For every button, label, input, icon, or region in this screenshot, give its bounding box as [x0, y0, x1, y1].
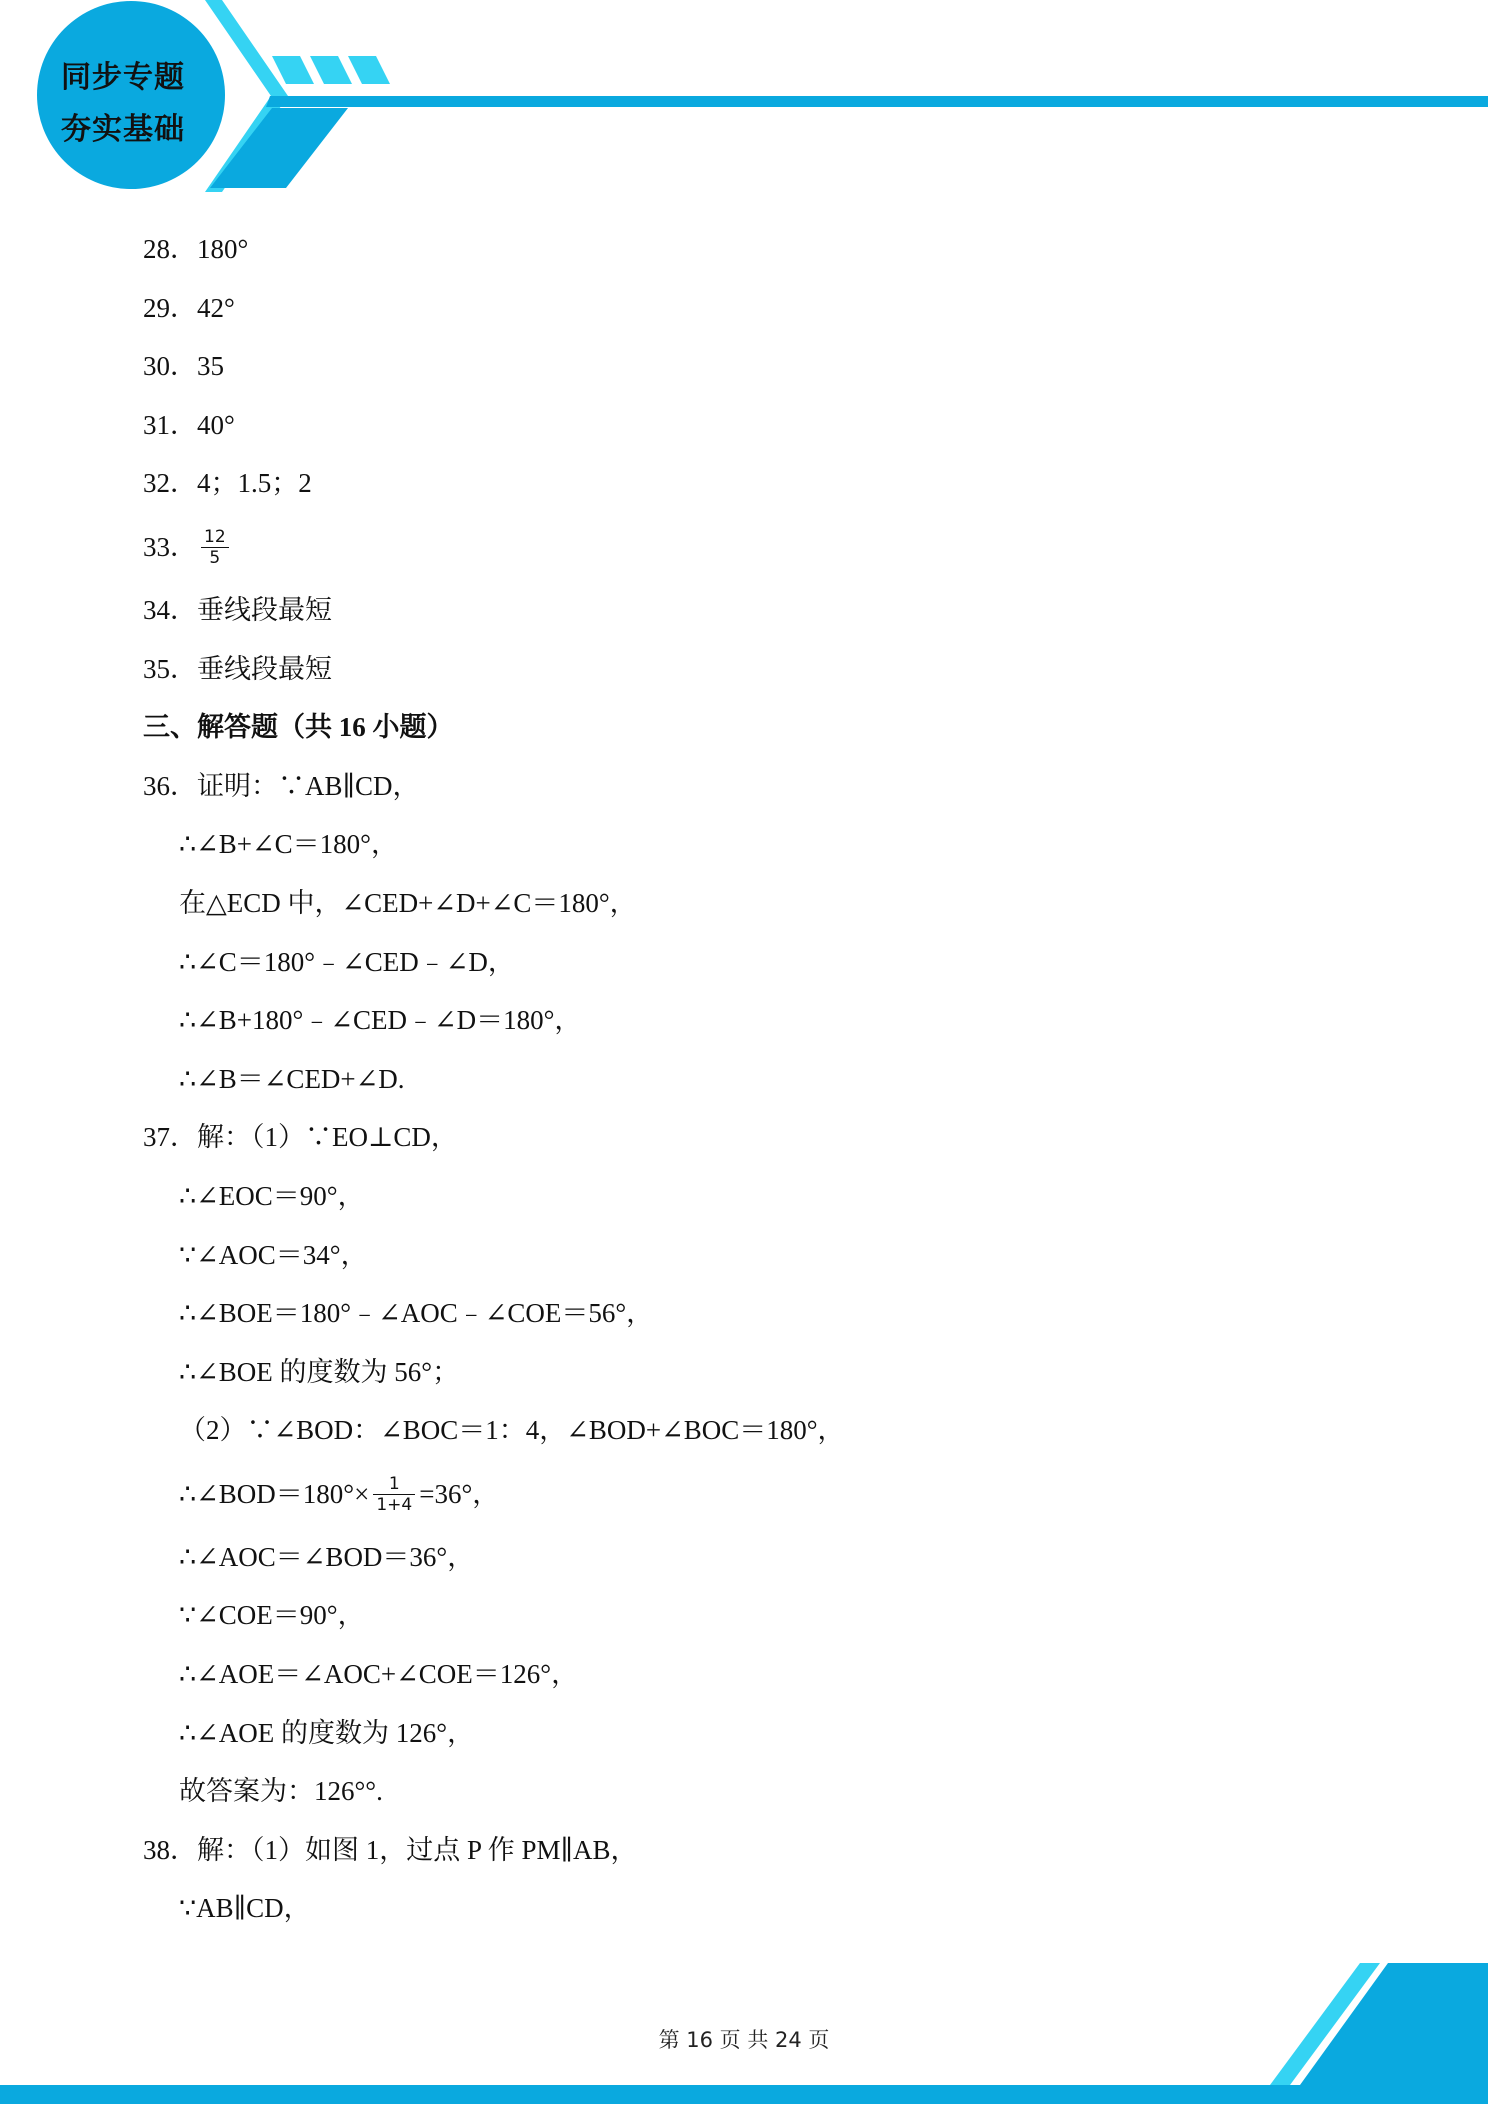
fraction: $\frac{12}{5}$ — [201, 527, 229, 568]
fraction: $\frac{1}{1+4}$ — [373, 1474, 415, 1515]
header-rule — [266, 96, 1488, 107]
answer-30: 30．35 — [143, 351, 224, 382]
answer-35: 35．垂线段最短 — [143, 653, 332, 684]
answer-32: 32．4；1.5；2 — [143, 468, 312, 499]
answer-31: 31．40° — [143, 409, 235, 440]
answer-29: 29．42° — [143, 292, 235, 323]
q37-line-8: ∴∠AOC＝∠BOD＝36°， — [179, 1541, 475, 1572]
answer-33: 33． $\frac{12}{5}$ — [143, 513, 1393, 581]
q38-line-2: ∵AB∥CD， — [179, 1893, 311, 1924]
answer-content — [143, 220, 1393, 1938]
q37-line-7: ∴∠BOD＝180°× $\frac{1}{1+4}$ =36°， — [179, 1474, 500, 1516]
section-title: 三、解答题（共 16 小题） — [143, 712, 454, 743]
q37-line-6: （2）∵∠BOD：∠BOC＝1：4，∠BOD+∠BOC＝180°， — [179, 1415, 845, 1446]
q36-line-4: ∴∠C＝180°﹣∠CED﹣∠D， — [179, 946, 515, 977]
badge-line-1: 同步专题 — [61, 60, 185, 95]
q37-line-9: ∵∠COE＝90°， — [179, 1600, 365, 1631]
answer-34: 34．垂线段最短 — [143, 594, 332, 625]
footer-banner — [0, 1955, 1488, 2104]
q37-line-5: ∴∠BOE 的度数为 56°； — [179, 1356, 460, 1387]
header-slant-block — [210, 108, 348, 188]
answer-28: 28．180° — [143, 234, 249, 264]
q37-line-2: ∴∠EOC＝90°， — [179, 1180, 365, 1211]
q36-line-3: 在△ECD 中，∠CED+∠D+∠C＝180°， — [179, 887, 637, 918]
q37-line-1: 37．解：（1）∵EO⊥CD， — [143, 1122, 458, 1153]
q37-line-3: ∵∠AOC＝34°， — [179, 1239, 368, 1270]
q37-line-11: ∴∠AOE 的度数为 126°， — [179, 1717, 475, 1748]
q37-line-12: 故答案为：126°°. — [179, 1776, 383, 1807]
q36-line-1: 36．证明：∵AB∥CD， — [143, 770, 420, 801]
page-number: 第 16 页 共 24 页 — [658, 2028, 830, 2052]
q38-line-1: 38．解：（1）如图 1，过点 P 作 PM∥AB， — [143, 1834, 638, 1865]
q36-line-5: ∴∠B+180°﹣∠CED﹣∠D＝180°， — [179, 1005, 582, 1036]
q37-line-10: ∴∠AOE＝∠AOC+∠COE＝126°， — [179, 1659, 579, 1690]
badge-line-2: 夯实基础 — [61, 112, 185, 147]
q37-line-4: ∴∠BOE＝180°﹣∠AOC﹣∠COE＝56°， — [179, 1298, 654, 1329]
q36-line-6: ∴∠B＝∠CED+∠D. — [179, 1063, 405, 1094]
q36-line-2: ∴∠B+∠C＝180°， — [179, 829, 398, 860]
header-banner — [0, 0, 1488, 200]
